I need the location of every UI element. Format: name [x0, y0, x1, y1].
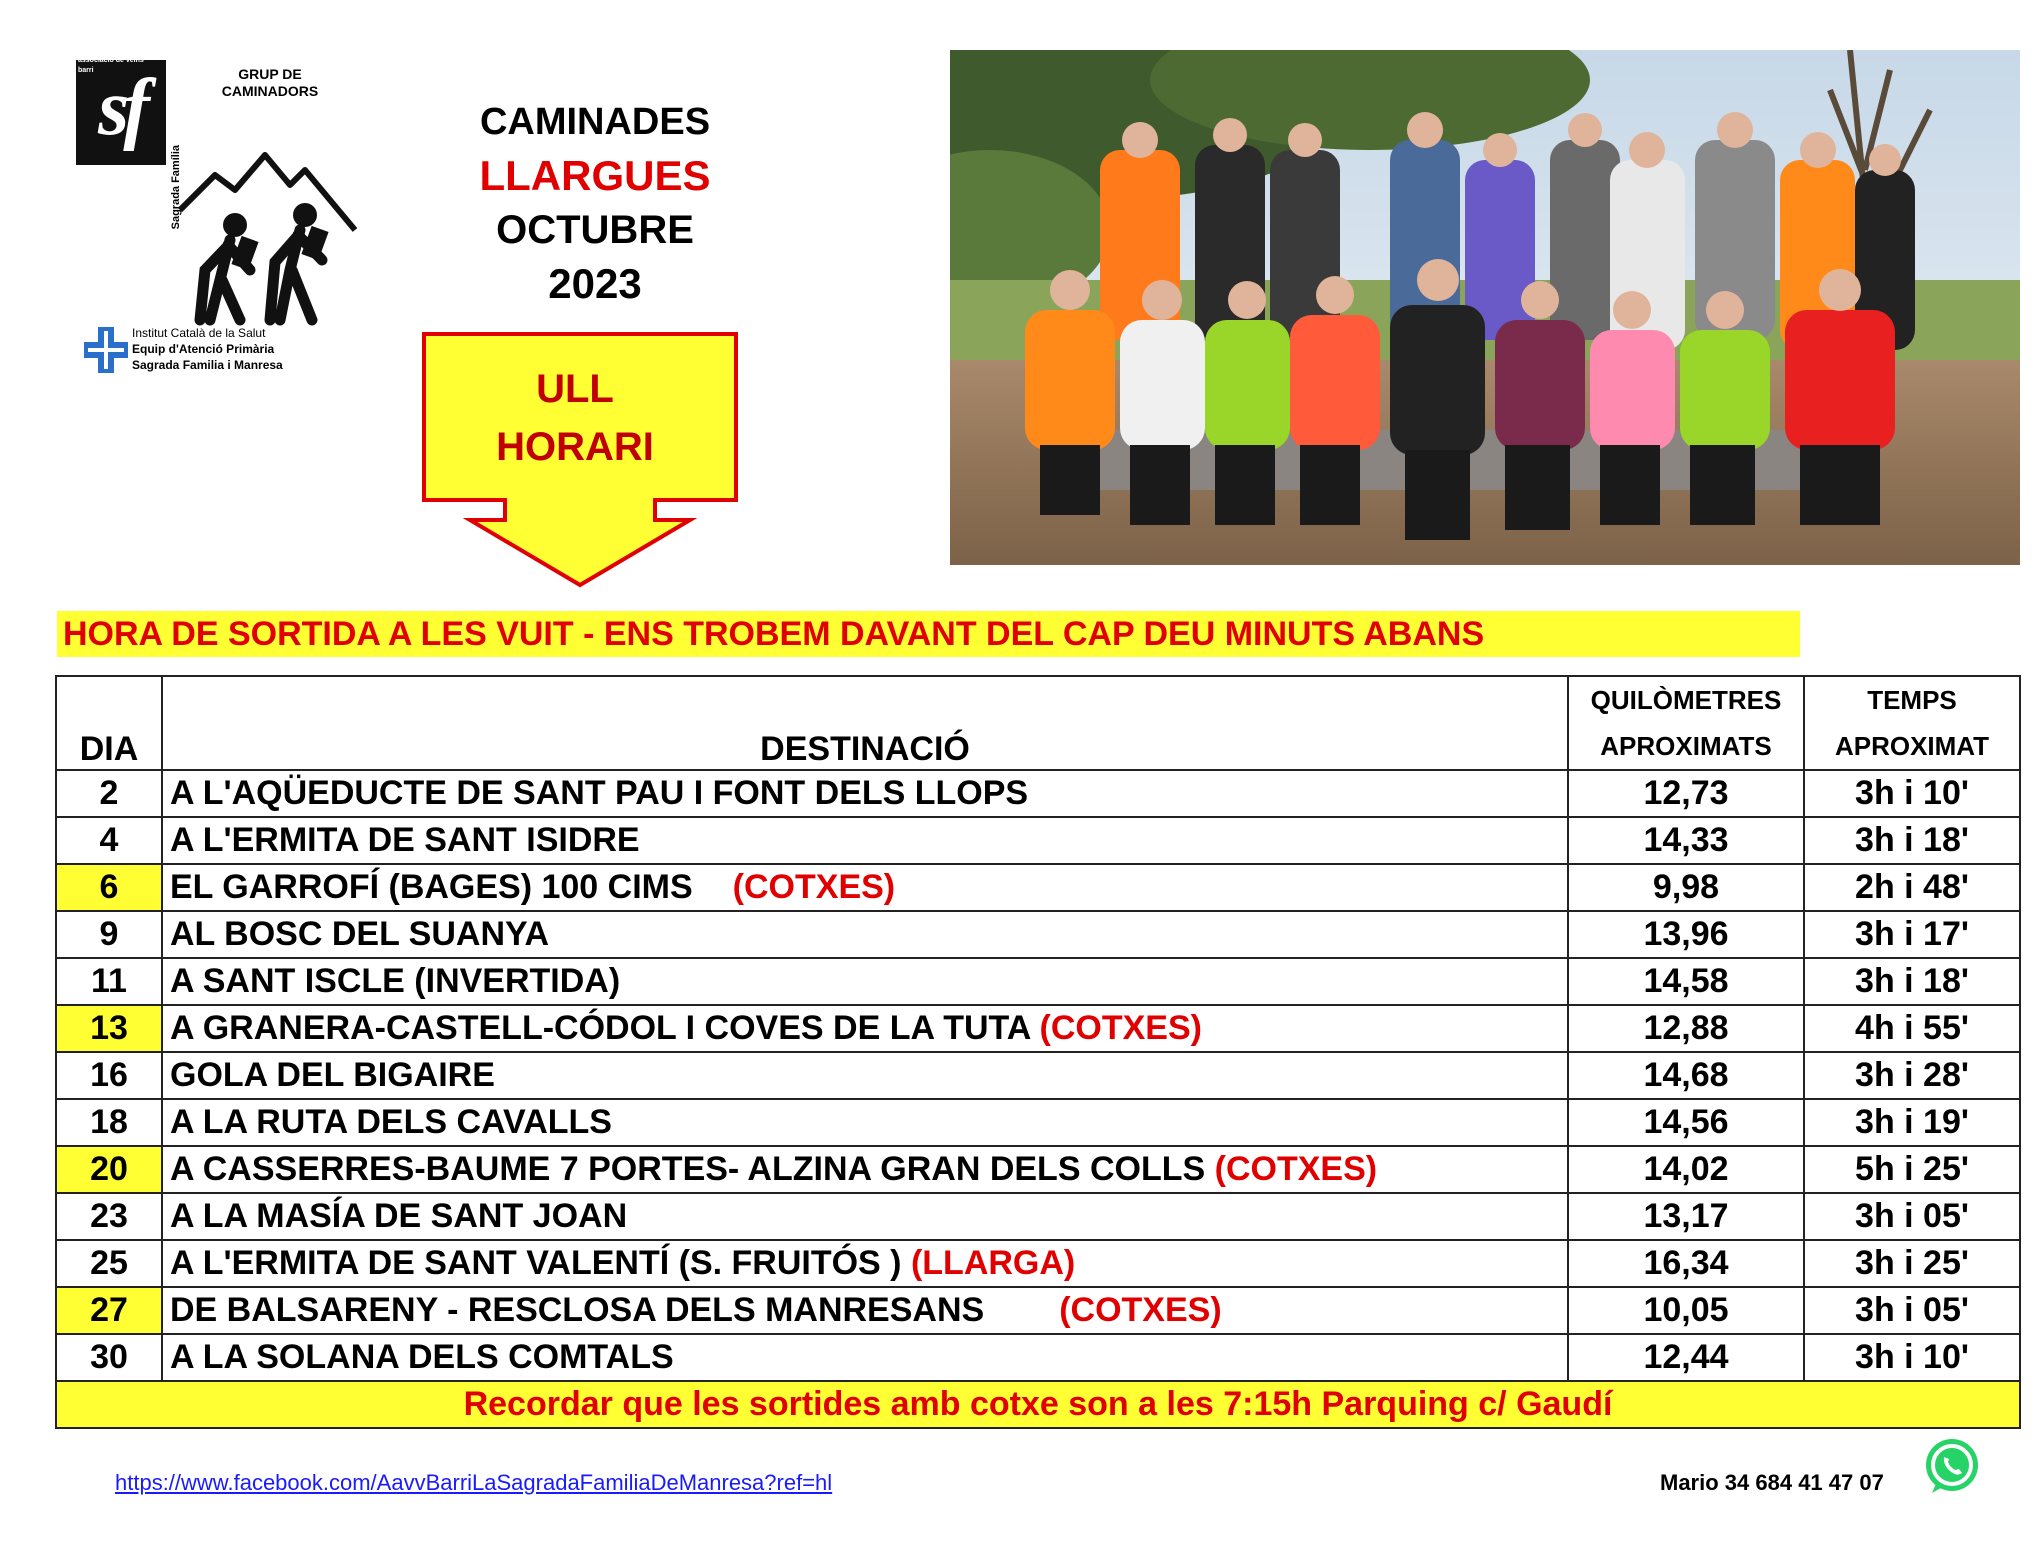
table-row [56, 1099, 2020, 1146]
row-destination [162, 1334, 1568, 1381]
row-dia: 13 [56, 1005, 162, 1052]
row-km: 13,96 [1568, 911, 1804, 958]
car-tag: (COTXES) [1214, 1150, 1378, 1188]
table-row [56, 1334, 2020, 1381]
row-dia: 30 [56, 1334, 162, 1381]
row-time: 5h i 25' [1804, 1146, 2020, 1193]
ics-label [132, 325, 283, 373]
row-destination [162, 817, 1568, 864]
header-dia: DIA [56, 676, 162, 770]
table-row [56, 817, 2020, 864]
row-km: 14,56 [1568, 1099, 1804, 1146]
departure-notice: HORA DE SORTIDA A LES VUIT - ENS TROBEM DAVANT DEL CAP DEU MINUTS ABANS [57, 611, 1800, 657]
group-label-line2: CAMINADORS [221, 83, 319, 99]
row-time: 3h i 18' [1804, 958, 2020, 1005]
header-time-line2: APROXIMAT [1834, 731, 1990, 761]
row-destination [162, 1099, 1568, 1146]
destination-text: A L'ERMITA DE SANT ISIDRE [170, 821, 640, 859]
destination-text: A GRANERA-CASTELL-CÓDOL I COVES DE LA TUTA [170, 1009, 1031, 1047]
whatsapp-icon[interactable] [1920, 1435, 1984, 1499]
row-km: 12,88 [1568, 1005, 1804, 1052]
row-destination [162, 911, 1568, 958]
row-km: 14,02 [1568, 1146, 1804, 1193]
row-km: 14,33 [1568, 817, 1804, 864]
table-footer-row [56, 1381, 2020, 1428]
destination-text: A L'AQÜEDUCTE DE SANT PAU I FONT DELS LLOPS [170, 774, 1029, 812]
title-line1: CAMINADES [479, 101, 711, 143]
row-destination [162, 1193, 1568, 1240]
table-header-row [56, 676, 2020, 770]
destination-text: GOLA DEL BIGAIRE [170, 1056, 495, 1094]
table-row [56, 1287, 2020, 1334]
table-row [56, 1052, 2020, 1099]
row-destination [162, 1287, 1568, 1334]
row-time: 3h i 17' [1804, 911, 2020, 958]
table-row [56, 1005, 2020, 1052]
table-row [56, 1146, 2020, 1193]
sagrada-label: Sagrada Família [170, 145, 182, 230]
row-destination [162, 1240, 1568, 1287]
sf-logo-mark: sf [76, 60, 166, 165]
row-time: 4h i 55' [1804, 1005, 2020, 1052]
row-dia: 2 [56, 770, 162, 817]
table-row [56, 770, 2020, 817]
group-logo [70, 50, 360, 390]
row-km: 10,05 [1568, 1287, 1804, 1334]
hikers-logo [140, 130, 400, 330]
header-km-line1: QUILÒMETRES [1590, 685, 1782, 715]
row-destination [162, 1052, 1568, 1099]
destination-text: DE BALSARENY - RESCLOSA DELS MANRESANS [170, 1291, 985, 1329]
group-photo [950, 50, 2020, 565]
row-time: 3h i 19' [1804, 1099, 2020, 1146]
destination-text: EL GARROFÍ (BAGES) 100 CIMS [170, 868, 693, 906]
row-time: 2h i 48' [1804, 864, 2020, 911]
row-time: 3h i 25' [1804, 1240, 2020, 1287]
callout-line2: HORARI [496, 425, 654, 469]
row-dia: 16 [56, 1052, 162, 1099]
car-departure-reminder: Recordar que les sortides amb cotxe son a les 7:15h Parquing c/ Gaudí [56, 1381, 2020, 1428]
destination-text: AL BOSC DEL SUANYA [170, 915, 550, 953]
row-dia: 4 [56, 817, 162, 864]
row-time: 3h i 10' [1804, 1334, 2020, 1381]
row-time: 3h i 10' [1804, 770, 2020, 817]
header-destination: DESTINACIÓ [162, 676, 1568, 770]
facebook-link[interactable]: https://www.facebook.com/AavvBarriLaSagradaFamiliaDeManresa?ref=hl [115, 1470, 833, 1495]
header-time [1804, 676, 2020, 770]
ics-cross-icon [84, 327, 128, 373]
row-dia: 6 [56, 864, 162, 911]
callout-text [420, 360, 730, 476]
row-dia: 23 [56, 1193, 162, 1240]
title-line4: 2023 [548, 260, 642, 307]
title-line3: OCTUBRE [496, 208, 694, 252]
row-time: 3h i 18' [1804, 817, 2020, 864]
row-dia: 20 [56, 1146, 162, 1193]
destination-text: A SANT ISCLE (INVERTIDA) [170, 962, 621, 1000]
row-km: 12,44 [1568, 1334, 1804, 1381]
row-km: 14,58 [1568, 958, 1804, 1005]
walks-schedule-table [55, 675, 2021, 1429]
row-destination [162, 1146, 1568, 1193]
row-dia: 11 [56, 958, 162, 1005]
row-km: 13,17 [1568, 1193, 1804, 1240]
row-time: 3h i 28' [1804, 1052, 2020, 1099]
destination-text: A L'ERMITA DE SANT VALENTÍ (S. FRUITÓS ) [170, 1244, 902, 1282]
row-km: 14,68 [1568, 1052, 1804, 1099]
row-time: 3h i 05' [1804, 1287, 2020, 1334]
car-tag: (COTXES) [732, 868, 896, 906]
row-dia: 18 [56, 1099, 162, 1146]
table-row [56, 864, 2020, 911]
row-km: 16,34 [1568, 1240, 1804, 1287]
ics-line2: Equip d'Atenció Primària [132, 342, 275, 356]
row-km: 12,73 [1568, 770, 1804, 817]
row-dia: 9 [56, 911, 162, 958]
table-row [56, 1240, 2020, 1287]
row-destination [162, 770, 1568, 817]
destination-text: A CASSERRES-BAUME 7 PORTES- ALZINA GRAN DELS COLLS [170, 1150, 1206, 1188]
group-label [200, 66, 340, 100]
header-km-line2: APROXIMATS [1600, 731, 1772, 761]
callout-line1: ULL [536, 367, 614, 411]
row-km: 9,98 [1568, 864, 1804, 911]
group-label-line1: GRUP DE [238, 66, 302, 82]
row-dia: 27 [56, 1287, 162, 1334]
row-destination [162, 958, 1568, 1005]
car-tag: (COTXES) [1039, 1009, 1202, 1047]
ics-line3: Sagrada Familia i Manresa [132, 358, 283, 372]
title-line2: LLARGUES [479, 152, 711, 199]
table-row [56, 911, 2020, 958]
long-tag: (LLARGA) [910, 1244, 1076, 1282]
header-time-line1: TEMPS [1867, 685, 1957, 715]
destination-text: A LA SOLANA DELS COMTALS [170, 1338, 674, 1376]
contact-phone: Mario 34 684 41 47 07 [1660, 1470, 1884, 1495]
destination-text: A LA RUTA DELS CAVALLS [170, 1103, 612, 1141]
table-row [56, 1193, 2020, 1240]
header-km [1568, 676, 1804, 770]
association-label: associació de veïns barri [78, 57, 144, 74]
table-row [56, 958, 2020, 1005]
row-destination [162, 864, 1568, 911]
destination-text: A LA MASÍA DE SANT JOAN [170, 1197, 628, 1235]
row-destination [162, 1005, 1568, 1052]
car-tag: (COTXES) [1059, 1291, 1222, 1329]
row-time: 3h i 05' [1804, 1193, 2020, 1240]
row-dia: 25 [56, 1240, 162, 1287]
page-title [430, 95, 760, 311]
ics-line1: Institut Català de la Salut [132, 326, 266, 340]
